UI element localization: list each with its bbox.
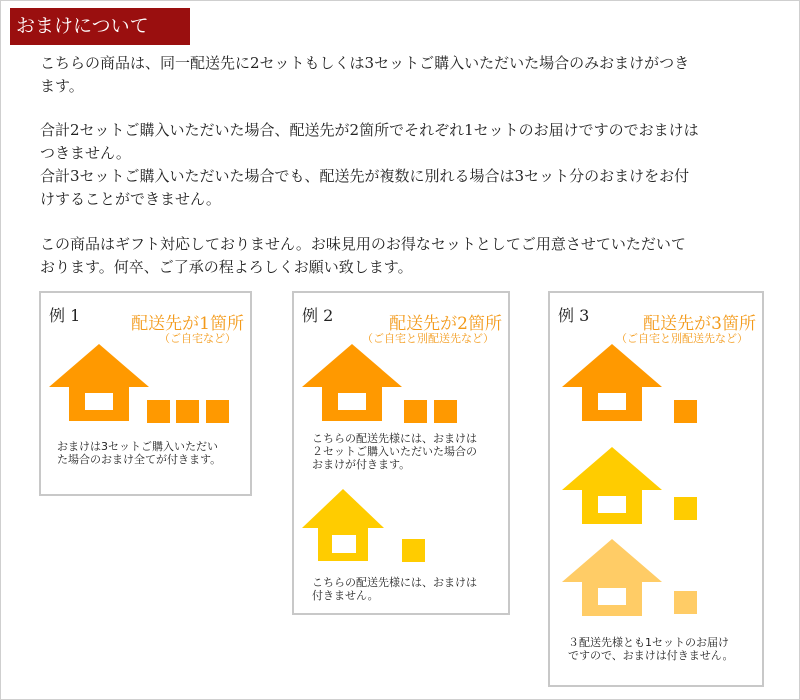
example-description: おまけは3セットご購入いただい た場合のおまけ全てが付きます。 (57, 440, 222, 466)
set-square-icon (176, 400, 199, 423)
example-subtitle: （ご自宅など） (159, 332, 236, 345)
house-icon (562, 447, 662, 527)
set-square-icon (674, 497, 697, 520)
example-label: 例 2 (302, 306, 334, 325)
house-icon (302, 344, 402, 424)
example-label: 例 3 (558, 306, 590, 325)
set-square-icon (674, 400, 697, 423)
example-subtitle: （ご自宅と別配送先など） (362, 332, 494, 345)
house-icon (562, 344, 662, 424)
set-square-icon (434, 400, 457, 423)
example-description: こちらの配送先様には、おまけは ２セットご購入いただいた場合の おまけが付きます。 (312, 432, 477, 471)
example-2-box (292, 291, 510, 615)
example-3-box (548, 291, 764, 687)
house-icon (49, 344, 149, 424)
set-square-icon (206, 400, 229, 423)
example-label: 例 1 (49, 306, 81, 325)
set-square-icon (404, 400, 427, 423)
section-header: おまけについて (10, 8, 190, 45)
example-title: 配送先が2箇所 (389, 314, 502, 334)
example-description: こちらの配送先様には、おまけは 付きません。 (312, 576, 477, 602)
set-square-icon (674, 591, 697, 614)
example-description: ３配送先様とも1セットのお届け ですので、おまけは付きません。 (568, 636, 734, 662)
house-icon (562, 539, 662, 619)
paragraph-multiple-destinations: 合計2セットご購入いただいた場合、配送先が2箇所でそれぞれ1セットのお届けですのでおまけは つきません。 合計3セットご購入いただいた場合でも、配送先が複数に別れる場合は3セット分のおまけをお付 けすることができません。 (40, 121, 699, 208)
example-title: 配送先が3箇所 (643, 314, 756, 334)
set-square-icon (147, 400, 170, 423)
set-square-icon (402, 539, 425, 562)
example-title: 配送先が1箇所 (131, 314, 244, 334)
house-icon (302, 489, 384, 564)
paragraph-bonus-condition: こちらの商品は、同一配送先に2セットもしくは3セットご購入いただいた場合のみおまけがつき ます。 (40, 54, 690, 95)
paragraph-gift-notice: この商品はギフト対応しておりません。お味見用のお得なセットとしてご用意させていただいて おります。何卒、ご了承の程よろしくお願い致します。 (40, 235, 686, 276)
example-1-box (39, 291, 252, 496)
example-subtitle: （ご自宅と別配送先など） (616, 332, 748, 345)
